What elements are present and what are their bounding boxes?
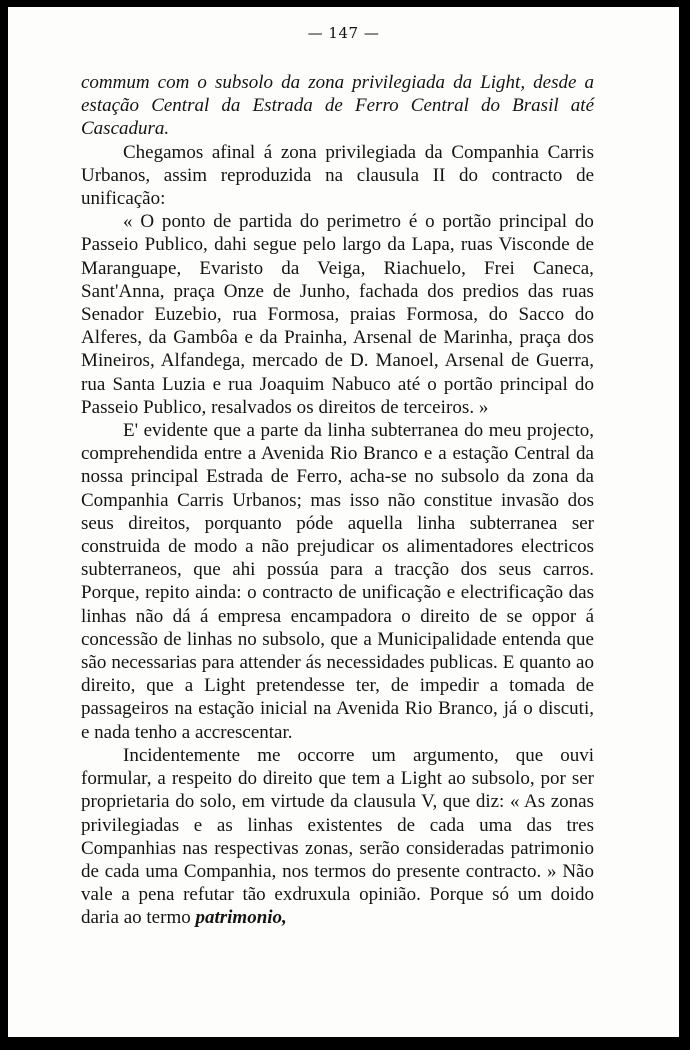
paragraph-argumento-text: Incidentemente me occorre um argumento, que ouvi formular, a respeito do direito que tem a Light ao subsolo, por ser proprietaria do solo, em virtude da clausula V, que diz: « As zonas privilegiadas e as linhas existentes de cada uma das tres Companhias nas respectivas zonas, serão consideradas patrimonio de cada uma Companhia, nos termos do presente contracto. » Não vale a pena refutar tão exdruxula opinião. Porque só um doido daria ao termo — [81, 744, 594, 929]
emphasized-word: patrimonio, — [195, 907, 287, 929]
body-text — [81, 71, 594, 930]
paragraph-linha-subterranea: E' evidente que a parte da linha subterranea do meu projecto, comprehendida entre a Avenida Rio Branco e a estação Central da nossa principal Estrada de Ferro, acha-se no subsolo da zona da Companhia Carris Urbanos; mas isso não constitue invasão dos seus direitos, porquanto póde aquella linha subterranea ser construida de modo a não prejudicar os alimentadores electricos subterraneos, que ahi possúa para a tracção dos seus carros. Porque, repito ainda: o contracto de unificação e electrificação das linhas não dá á empresa encampadora o direito de se oppor á concessão de linhas no subsolo, que a Municipalidade entenda que são necessarias para attender ás necessidades publicas. E quanto ao direito, que a Light pretendesse ter, de impedir a tomada de passageiros na estação inicial na Avenida Rio Branco, já o discuti, e nada tenho a accrescentar. — [81, 420, 594, 743]
paragraph-quote-perimetro: « O ponto de partida do perimetro é o portão principal do Passeio Publico, dahi segue pelo largo da Lapa, ruas Visconde de Maranguape, Evaristo da Veiga, Riachuelo, Frei Caneca, Sant'Anna, praça Onze de Junho, fachada dos predios das ruas Senador Euzebio, rua Formosa, praias Formosa, do Sacco do Alferes, da Gambôa e da Prainha, Arsenal de Marinha, praça dos Mineiros, Alfandega, mercado de D. Manoel, Arsenal de Guerra, rua Santa Luzia e rua Joaquim Nabuco até o portão principal do Passeio Publico, resalvados os direitos de terceiros. » — [81, 211, 594, 418]
paragraph-argumento — [81, 744, 594, 930]
paragraph-continuation: commum com o subsolo da zona privilegiada da Light, desde a estação Central da Estrada de Ferro Central do Brasil até Cascadura. — [81, 72, 594, 140]
book-page — [8, 7, 679, 1037]
paragraph-zona-carris: Chegamos afinal á zona privilegiada da Companhia Carris Urbanos, assim reproduzida na clausula II do contracto de unificação: — [81, 141, 594, 210]
page-number-header: — 147 — — [307, 24, 380, 42]
